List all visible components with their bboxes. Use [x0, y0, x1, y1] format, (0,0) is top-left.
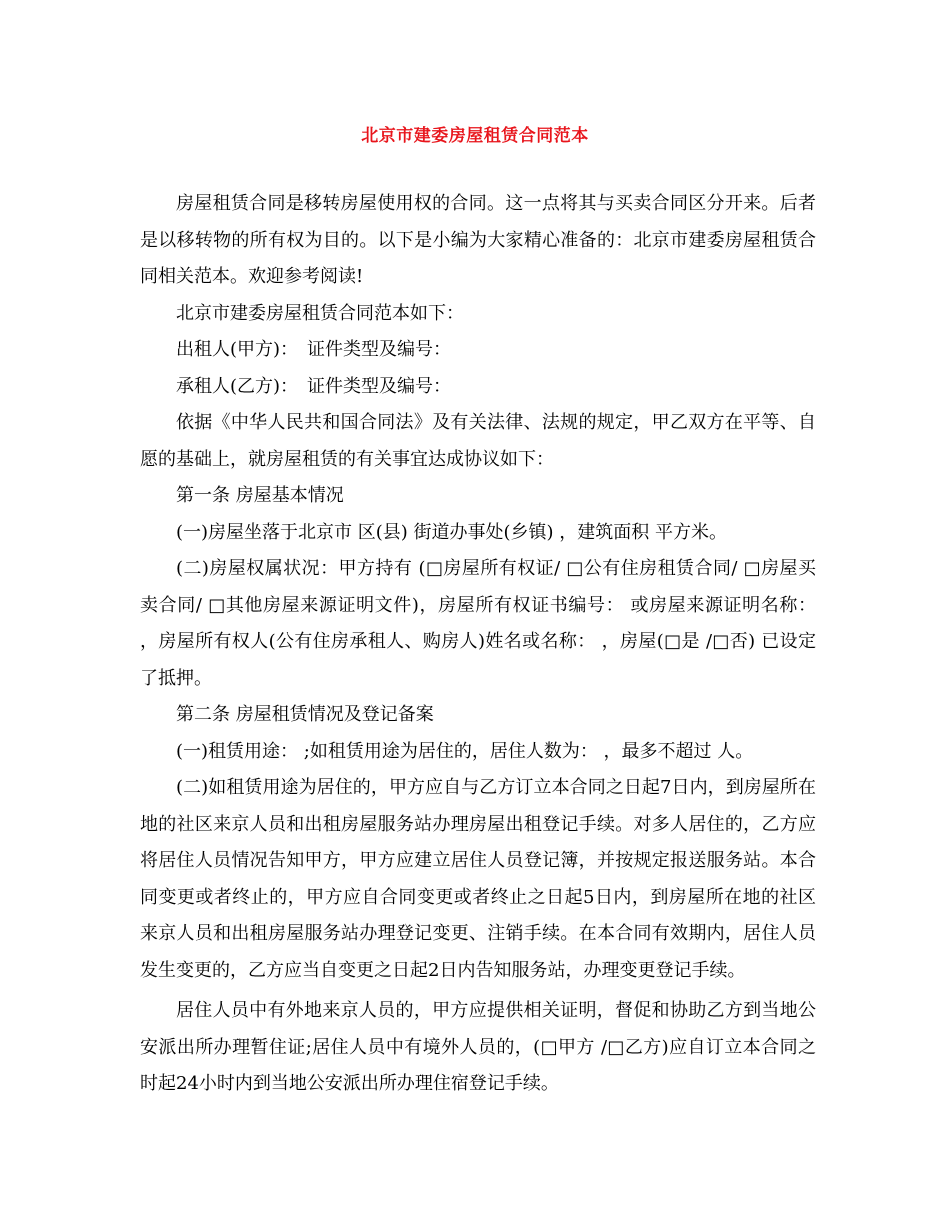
article-2-residents: 居住人员中有外地来京人员的，甲方应提供相关证明，督促和协助乙方到当地公安派出所办理暂住证;居住人员中有境外人员的，(□甲方 /□乙方)应自订立本合同之时起24小时内到当地公安派出所办理住宿登记手续。: [140, 1000, 816, 1094]
document-body: [140, 186, 816, 1103]
paragraph-intro: 房屋租赁合同是移转房屋使用权的合同。这一点将其与买卖合同区分开来。后者是以移转物的所有权为目的。以下是小编为大家精心准备的：北京市建委房屋租赁合同相关范本。欢迎参考阅读!: [140, 193, 816, 287]
article-1-heading: 第一条 房屋基本情况: [176, 485, 344, 506]
paragraph-lessee: 承租人(乙方)： 证件类型及编号：: [176, 375, 452, 397]
article-2-heading: 第二条 房屋租赁情况及登记备案: [176, 704, 434, 725]
paragraph-lessor: 出租人(甲方)： 证件类型及编号：: [176, 339, 452, 360]
article-1-item-2: (二)房屋权属状况：甲方持有 (□房屋所有权证/ □公有住房租赁合同/ □房屋买卖合同/ □其他房屋来源证明文件)，房屋所有权证书编号： 或房屋来源证明名称： ，房屋所有权人(公有住房承租人、购房人)姓名或名称： ，房屋(□是 /□否) 已设定了抵押。: [140, 558, 816, 689]
article-2-item-2: (二)如租赁用途为居住的，甲方应自与乙方订立本合同之日起7日内，到房屋所在地的社区来京人员和出租房屋服务站办理房屋出租登记手续。对多人居住的，乙方应将居住人员情况告知甲方，甲方应建立居住人员登记簿，并按规定报送服务站。本合同变更或者终止的，甲方应自合同变更或者终止之日起5日内，到房屋所在地的社区来京人员和出租房屋服务站办理登记变更、注销手续。在本合同有效期内，居住人员发生变更的，乙方应当自变更之日起2日内告知服务站，办理变更登记手续。: [140, 777, 816, 981]
paragraph-template-heading: 北京市建委房屋租赁合同范本如下：: [176, 302, 464, 324]
article-1-item-1: (一)房屋坐落于北京市 区(县) 街道办事处(乡镇) ，建筑面积 平方米。: [176, 521, 728, 543]
article-2-item-1: (一)租赁用途： ;如租赁用途为居住的，居住人数为： ，最多不超过 人。: [176, 740, 754, 762]
document-title: 北京市建委房屋租赁合同范本: [361, 126, 589, 146]
paragraph-basis: 依据《中华人民共和国合同法》及有关法律、法规的规定，甲乙双方在平等、自愿的基础上，就房屋租赁的有关事宜达成协议如下：: [140, 412, 816, 470]
